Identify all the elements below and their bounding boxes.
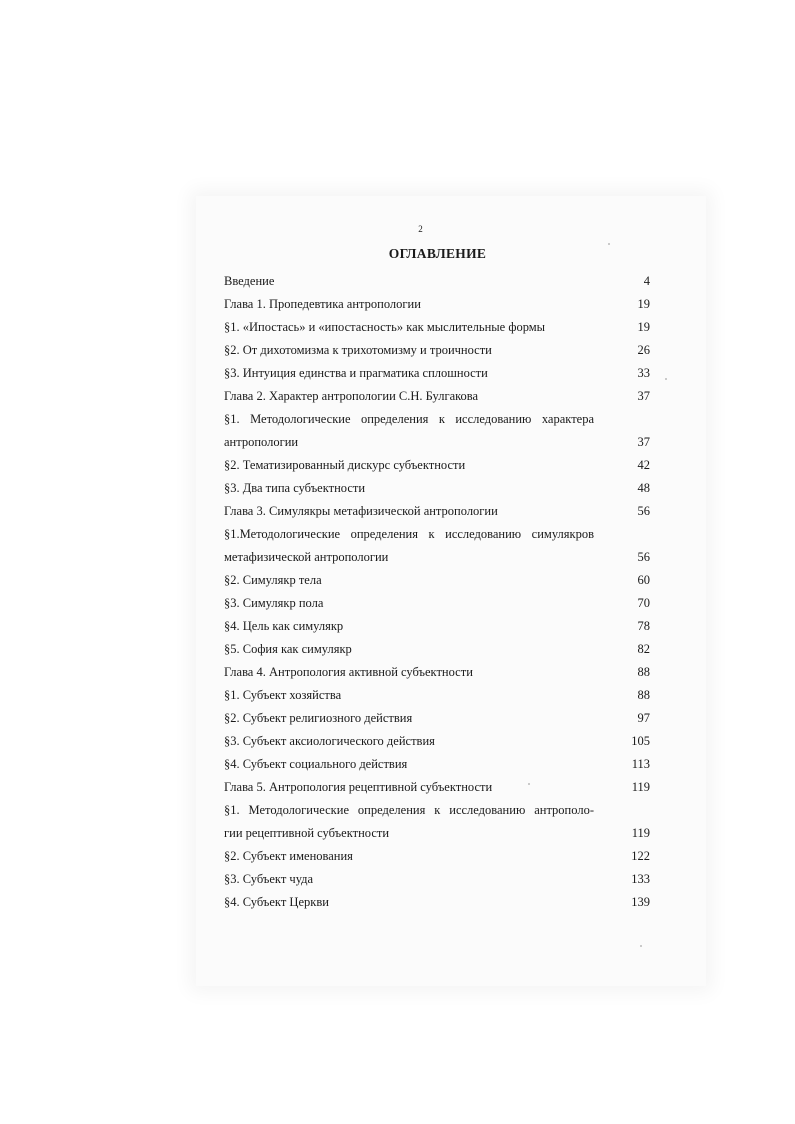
toc-entry	[224, 431, 654, 454]
toc-entry-title: §4. Цель как симулякр	[224, 619, 344, 633]
toc-entry-title: §3. Субъект аксиологического действия	[224, 734, 435, 748]
toc-entry-page: 139	[631, 895, 650, 909]
toc-entry-page: 48	[637, 481, 650, 495]
toc-entry	[224, 408, 654, 431]
toc-entry	[224, 339, 654, 362]
toc-entry-title: Глава 2. Характер антропологии С.Н. Булгакова	[224, 389, 479, 403]
toc-entry-title: §1. «Ипостась» и «ипостасность» как мыслительные формы	[224, 320, 546, 334]
page-number: 2	[418, 224, 423, 234]
toc-entry-title: §3. Симулякр пола	[224, 596, 324, 610]
toc-entry-title: Глава 4. Антропология активной субъектности	[224, 665, 473, 679]
toc-entry	[224, 316, 654, 339]
scan-speck	[665, 378, 667, 380]
toc-entry	[224, 776, 654, 799]
toc-entry-page: 19	[637, 320, 650, 334]
toc-entry	[224, 523, 654, 546]
toc-entry-page: 19	[637, 297, 650, 311]
toc-entry	[224, 477, 654, 500]
toc-entry-page: 88	[637, 688, 650, 702]
toc-entry-title: §1.Методологические определения к исследованию симулякров	[224, 527, 594, 541]
toc-entry	[224, 684, 654, 707]
toc-entry	[224, 845, 654, 868]
toc-entry-title: §5. София как симулякр	[224, 642, 352, 656]
toc-entry-title: §4. Субъект Церкви	[224, 895, 329, 909]
toc-entry-page: 42	[637, 458, 650, 472]
toc-entry	[224, 385, 654, 408]
toc-entry-title: §2. Субъект именования	[224, 849, 353, 863]
toc-entry-title: метафизической антропологии	[224, 550, 389, 564]
toc-entry-title: Введение	[224, 274, 275, 288]
toc-entry-page: 56	[637, 550, 650, 564]
toc-entry	[224, 546, 654, 569]
toc-entry-title: Глава 1. Пропедевтика антропологии	[224, 297, 421, 311]
toc-entry-title: Глава 5. Антропология рецептивной субъектности	[224, 780, 493, 794]
toc-entry-page: 119	[631, 826, 650, 840]
toc-entry-page: 133	[631, 872, 650, 886]
toc-entry	[224, 707, 654, 730]
toc-entry-title: §3. Субъект чуда	[224, 872, 314, 886]
toc-entry-page: 78	[637, 619, 650, 633]
toc-entry-page: 70	[637, 596, 650, 610]
toc-entry	[224, 500, 654, 523]
toc-entry-page: 122	[631, 849, 650, 863]
toc-entry-title: §1. Субъект хозяйства	[224, 688, 342, 702]
toc-entry-page: 105	[631, 734, 650, 748]
toc-entry-title: §4. Субъект социального действия	[224, 757, 408, 771]
toc-entry-page: 113	[631, 757, 650, 771]
toc-entry-page: 88	[637, 665, 650, 679]
toc-entry	[224, 454, 654, 477]
toc-entry-title: §3. Два типа субъектности	[224, 481, 366, 495]
toc-entry	[224, 270, 654, 293]
toc-entry-title: §2. Симулякр тела	[224, 573, 322, 587]
toc-entry-title: §2. Тематизированный дискурс субъектности	[224, 458, 466, 472]
toc-entry-title: §1. Методологические определения к исследованию характера	[224, 412, 594, 426]
toc-heading: ОГЛАВЛЕНИЕ	[388, 246, 487, 261]
toc-entry	[224, 592, 654, 615]
toc-entry-title: антропологии	[224, 435, 299, 449]
toc-entry-page: 37	[637, 389, 650, 403]
toc-entry	[224, 868, 654, 891]
toc-entry	[224, 891, 654, 914]
toc-entry	[224, 822, 654, 845]
toc-entry	[224, 293, 654, 316]
toc-entry-title: §2. От дихотомизма к трихотомизму и троичности	[224, 343, 492, 357]
toc-entry	[224, 638, 654, 661]
scan-speck	[640, 945, 642, 947]
toc-entry	[224, 661, 654, 684]
scan-speck	[608, 243, 610, 245]
toc-entry-page: 26	[637, 343, 650, 357]
toc-entry-page: 33	[637, 366, 650, 380]
toc-entry	[224, 799, 654, 822]
toc-entry-title: гии рецептивной субъектности	[224, 826, 390, 840]
toc-entry	[224, 615, 654, 638]
toc-entry-page: 4	[643, 274, 650, 288]
toc-entry-title: §1. Методологические определения к исследованию антрополо-	[224, 803, 594, 817]
toc-entry-page: 37	[637, 435, 650, 449]
toc-entry-title: Глава 3. Симулякры метафизической антропологии	[224, 504, 498, 518]
toc-entry	[224, 753, 654, 776]
toc-entry-title: §2. Субъект религиозного действия	[224, 711, 413, 725]
toc-entry	[224, 569, 654, 592]
toc-entry-page: 82	[637, 642, 650, 656]
scan-speck	[528, 783, 530, 785]
toc-entry-page: 119	[631, 780, 650, 794]
toc-entry-page: 60	[637, 573, 650, 587]
table-of-contents	[224, 270, 654, 914]
toc-entry	[224, 730, 654, 753]
toc-entry-title: §3. Интуиция единства и прагматика сплошности	[224, 366, 488, 380]
toc-entry-page: 56	[637, 504, 650, 518]
toc-entry-page: 97	[637, 711, 650, 725]
toc-entry	[224, 362, 654, 385]
